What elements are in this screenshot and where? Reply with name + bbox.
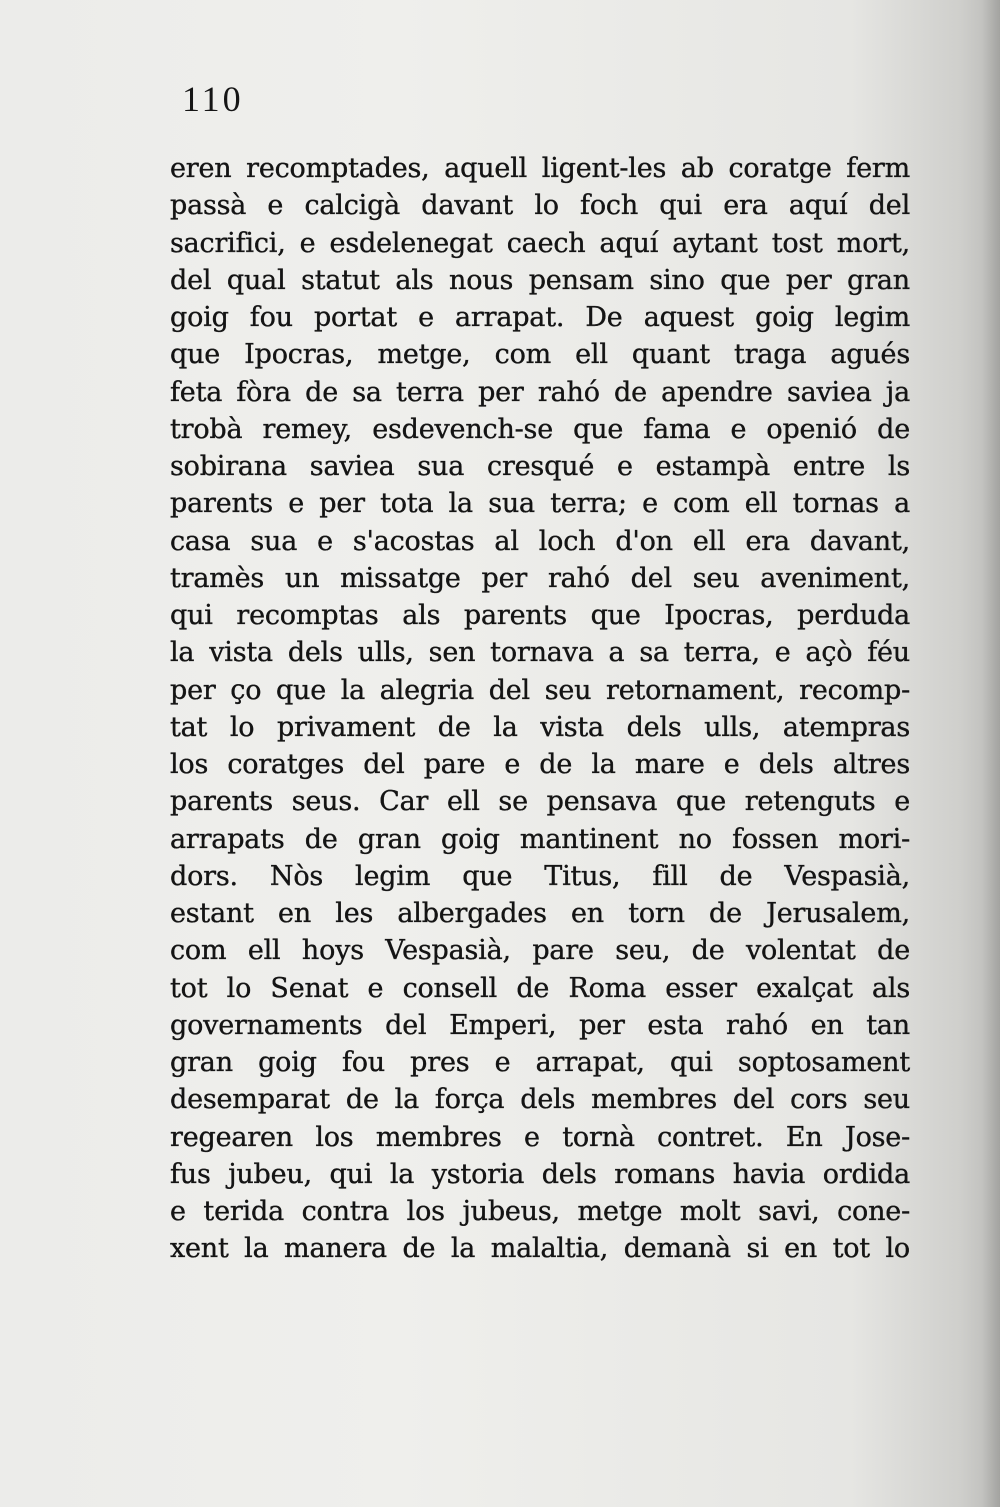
text-line: goig fou portat e arrapat. De aquest goig legim xyxy=(170,302,910,333)
text-line: del qual statut als nous pensam sino que per gran xyxy=(170,264,910,296)
text-line: parents seus. Car ell se pensava que retenguts e xyxy=(170,786,910,818)
text-line: desemparat de la força dels membres del cors seu xyxy=(170,1084,910,1116)
text-line: per ço que la alegria del seu retornament, recomp- xyxy=(170,674,910,706)
body-text xyxy=(170,150,910,1268)
text-line: governaments del Emperi, per esta rahó en tan xyxy=(170,1009,910,1041)
text-line: sacrifici, e esdelenegat caech aquí aytant tost mort, xyxy=(170,227,910,259)
text-line: tat lo privament de la vista dels ulls, atempras xyxy=(170,711,910,743)
text-line: e terida contra los jubeus, metge molt savi, cone- xyxy=(170,1196,910,1227)
text-line: que Ipocras, metge, com ell quant traga agués xyxy=(170,339,910,371)
text-line: tot lo Senat e consell de Roma esser exalçat als xyxy=(170,972,910,1004)
page-number: 110 xyxy=(182,79,244,119)
text-line: los coratges del pare e de la mare e dels altres xyxy=(170,749,910,780)
text-line: regearen los membres e tornà contret. En Jose- xyxy=(170,1121,910,1153)
text-line: fus jubeu, qui la ystoria dels romans havia ordida xyxy=(170,1158,910,1190)
text-line: parents e per tota la sua terra; e com ell tornas a xyxy=(170,488,910,520)
text-line: tramès un missatge per rahó del seu aveniment, xyxy=(170,562,910,594)
text-line: xent la manera de la malaltia, demanà si en tot lo xyxy=(170,1233,910,1265)
text-line: gran goig fou pres e arrapat, qui soptosament xyxy=(170,1047,910,1078)
text-line: eren recomptades, aquell ligent-les ab coratge ferm xyxy=(170,153,910,184)
text-line: feta fòra de sa terra per rahó de apendre saviea ja xyxy=(170,376,910,408)
text-line: qui recomptas als parents que Ipocras, perduda xyxy=(170,600,910,631)
text-line: casa sua e s'acostas al loch d'on ell era davant, xyxy=(170,525,910,557)
page-edge-shadow xyxy=(982,0,1000,1507)
text-line: sobirana saviea sua cresqué e estampà entre ls xyxy=(170,451,910,482)
text-line: arrapats de gran goig mantinent no fossen mori- xyxy=(170,823,910,855)
text-line: estant en les albergades en torn de Jerusalem, xyxy=(170,898,910,929)
text-line: dors. Nòs legim que Titus, fill de Vespasià, xyxy=(170,860,910,892)
text-line: la vista dels ulls, sen tornava a sa terra, e açò féu xyxy=(170,637,910,669)
text-line: trobà remey, esdevench-se que fama e openió de xyxy=(170,413,910,445)
text-line: passà e calcigà davant lo foch qui era aquí del xyxy=(170,190,910,222)
text-line: com ell hoys Vespasià, pare seu, de volentat de xyxy=(170,935,910,967)
